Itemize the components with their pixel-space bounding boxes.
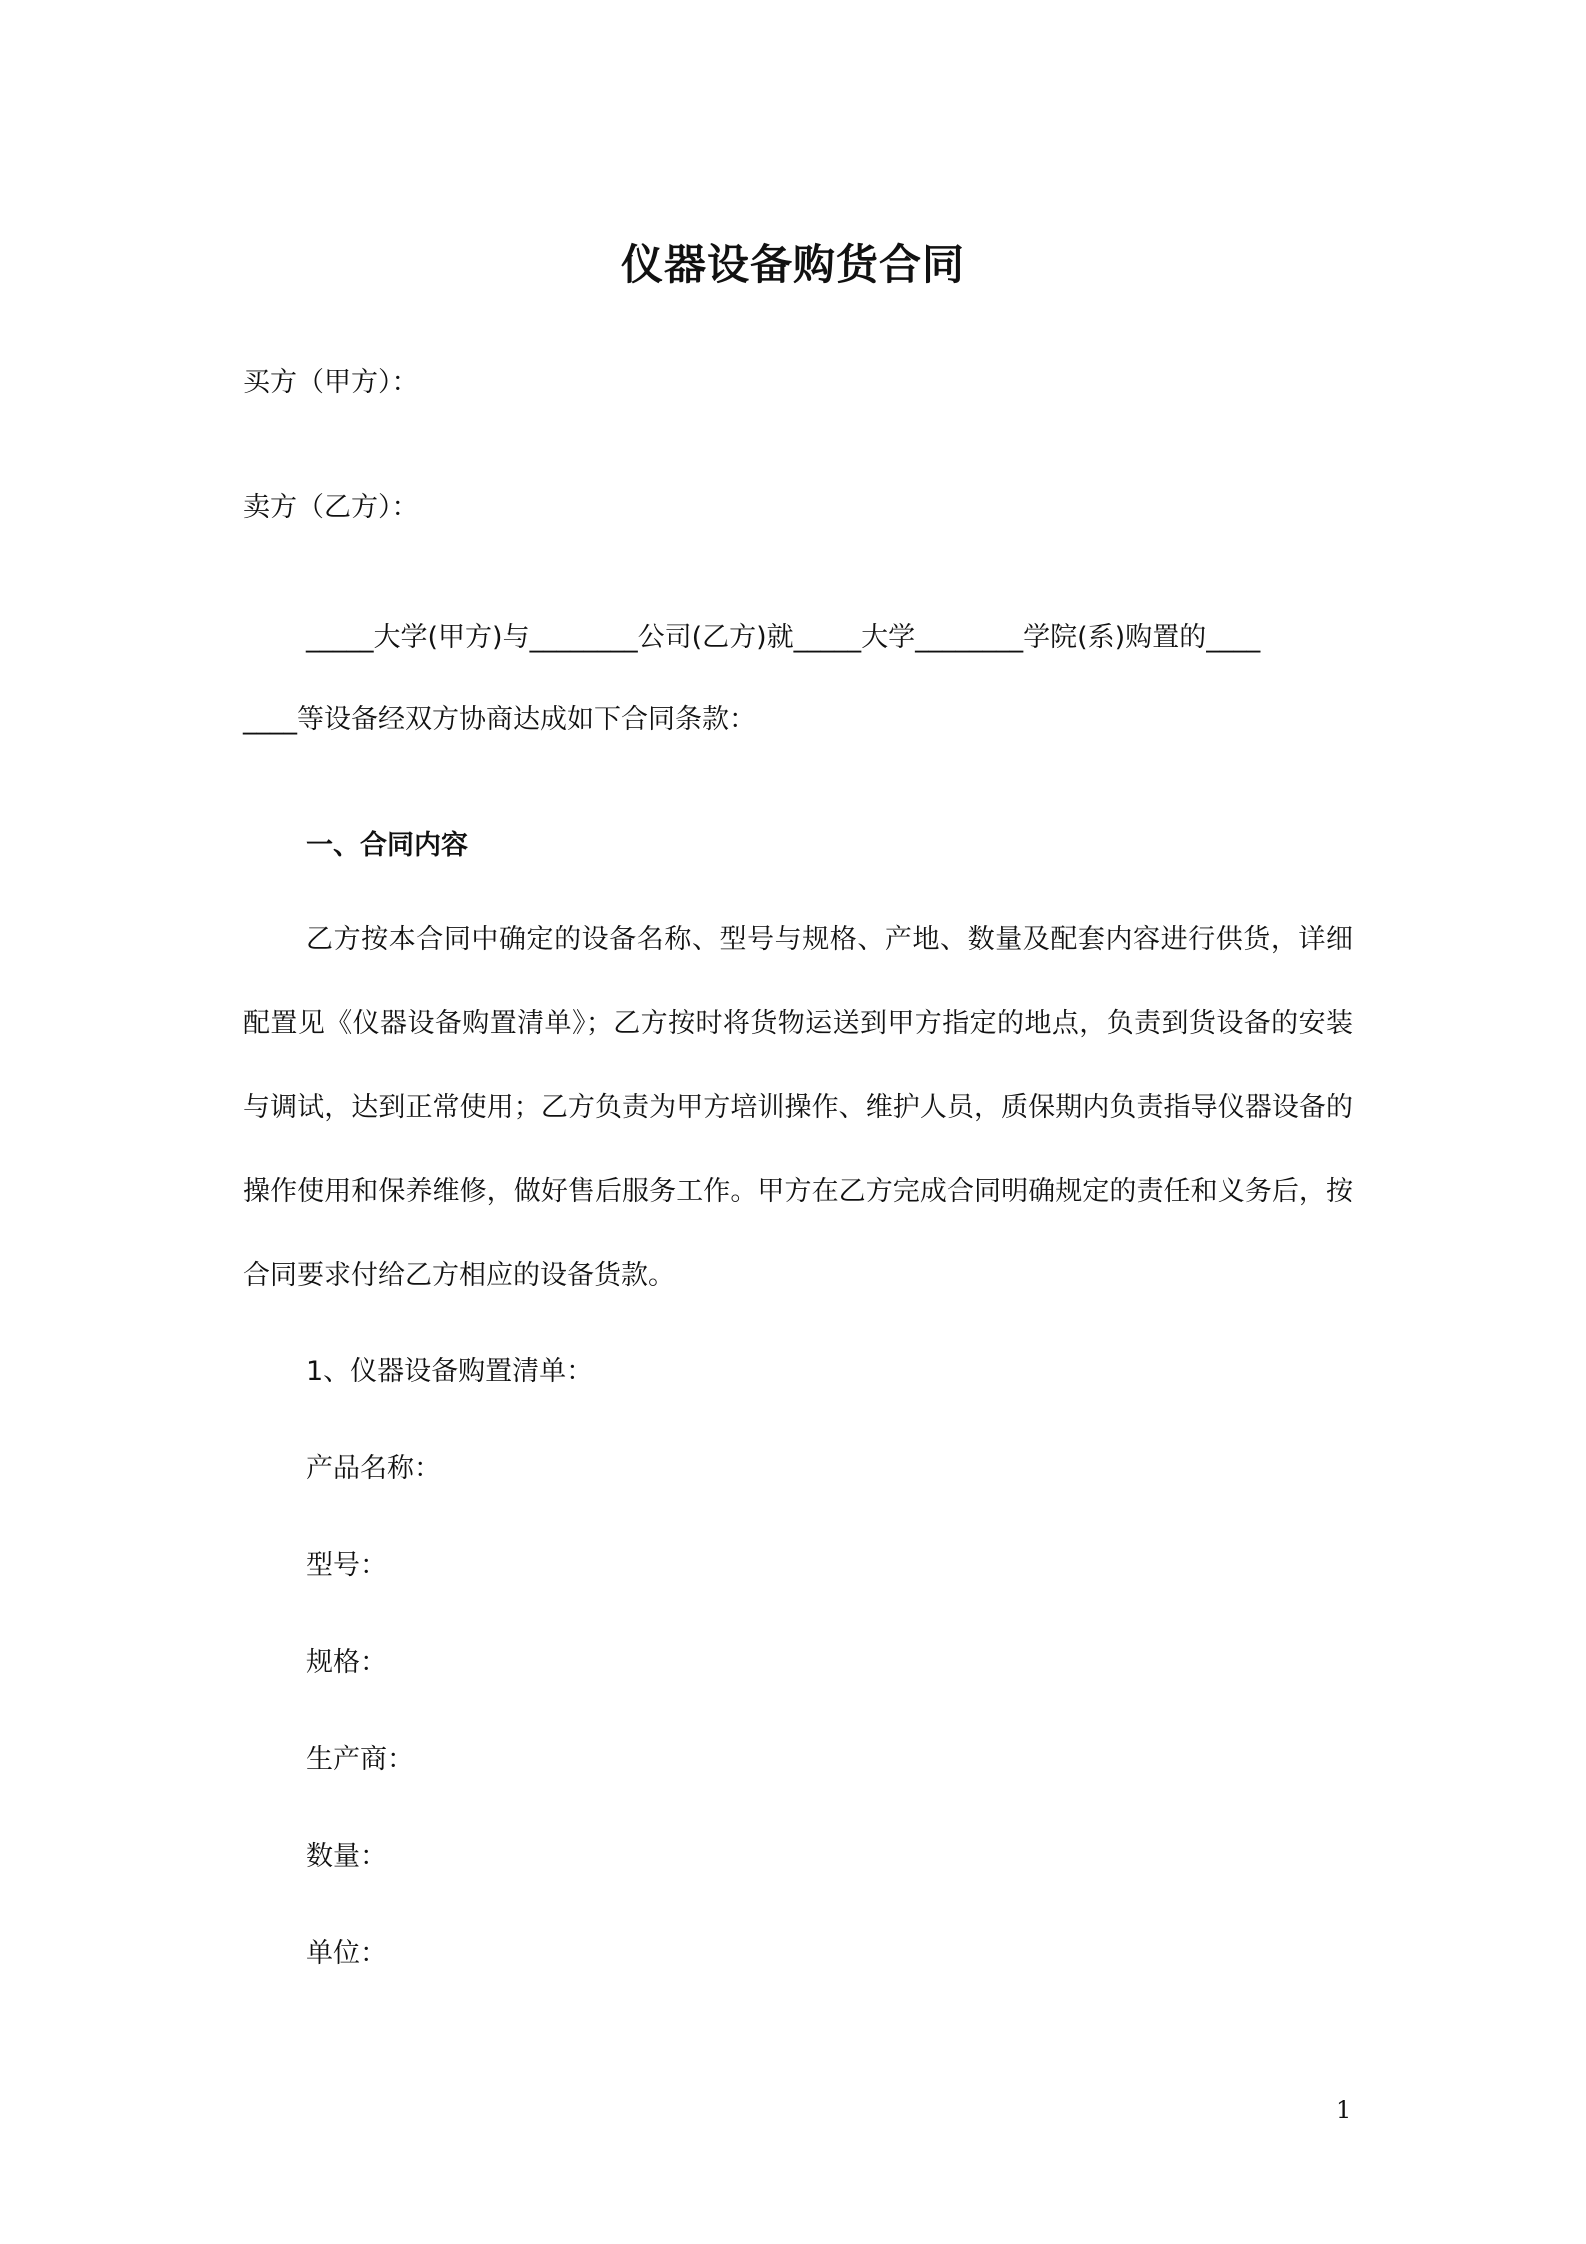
field-quantity: 数量： — [306, 1841, 387, 1872]
field-spec: 规格： — [306, 1647, 387, 1678]
document-title: 仪器设备购货合同 — [620, 240, 965, 289]
intro-line-1: _____大学(甲方)与________公司(乙方)就_____大学________学院(系)购置的____ — [306, 622, 1261, 653]
section-1-heading: 一、合同内容 — [306, 830, 468, 861]
seller-label: 卖方（乙方）： — [243, 492, 419, 523]
field-product-name: 产品名称： — [306, 1453, 441, 1484]
page-number: 1 — [1336, 2096, 1352, 2124]
buyer-label: 买方（甲方）： — [243, 367, 419, 398]
section-1-paragraph: 乙方按本合同中确定的设备名称、型号与规格、产地、数量及配套内容进行供货，详细配置见《仪器设备购置清单》；乙方按时将货物运送到甲方指定的地点，负责到货设备的安装与调试，达到正常使用；乙方负责为甲方培训操作、维护人员，质保期内负责指导仪器设备的操作使用和保养维修，做好售后服务工作。甲方在乙方完成合同明确规定的责任和义务后，按合同要求付给乙方相应的设备货款。 — [243, 924, 1353, 1291]
equipment-list-heading: 1、仪器设备购置清单： — [306, 1356, 594, 1387]
field-manufacturer: 生产商： — [306, 1744, 414, 1775]
field-model: 型号： — [306, 1550, 387, 1581]
field-unit: 单位： — [306, 1938, 387, 1969]
intro-line-2: ____等设备经双方协商达成如下合同条款： — [243, 704, 756, 735]
